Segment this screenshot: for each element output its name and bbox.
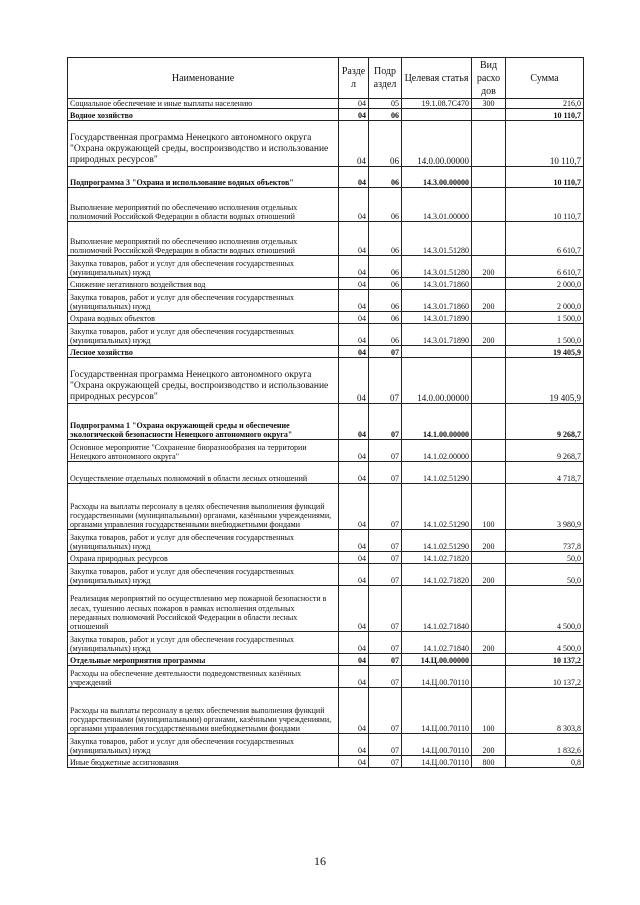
cell-expense-type bbox=[472, 121, 506, 167]
cell-target-item: 19.1.08.7С470 bbox=[402, 99, 472, 109]
cell-expense-type: 100 bbox=[472, 484, 506, 530]
cell-subsection: 07 bbox=[369, 666, 402, 688]
cell-target-item: 14.3.01.51280 bbox=[402, 256, 472, 278]
cell-name: Расходы на выплаты персоналу в целях обеспечения выполнения функций государственными (муниципальными) органами, казёнными учреждениями, органами управления государственными внебюджетными фондами bbox=[68, 484, 339, 530]
cell-section: 04 bbox=[339, 278, 369, 290]
cell-amount: 2 000,0 bbox=[506, 290, 584, 312]
cell-amount: 50,0 bbox=[506, 564, 584, 586]
cell-amount: 737,8 bbox=[506, 530, 584, 552]
cell-amount: 50,0 bbox=[506, 552, 584, 564]
cell-expense-type bbox=[472, 167, 506, 188]
table-row bbox=[68, 290, 584, 312]
cell-subsection: 07 bbox=[369, 530, 402, 552]
cell-name: Закупка товаров, работ и услуг для обеспечения государственных (муниципальных) нужд bbox=[68, 256, 339, 278]
cell-name: Социальное обеспечение и иные выплаты населению bbox=[68, 99, 339, 109]
cell-expense-type: 200 bbox=[472, 632, 506, 654]
cell-amount: 19 405,9 bbox=[506, 358, 584, 404]
header-expense-type: Вид расхо дов bbox=[472, 58, 506, 99]
table-row bbox=[68, 358, 584, 404]
cell-subsection: 07 bbox=[369, 358, 402, 404]
cell-name: Снижение негативного воздействия вод bbox=[68, 278, 339, 290]
cell-section: 04 bbox=[339, 632, 369, 654]
cell-expense-type: 200 bbox=[472, 734, 506, 756]
cell-amount: 1 500,0 bbox=[506, 312, 584, 324]
cell-section: 04 bbox=[339, 462, 369, 484]
cell-amount: 10 137,2 bbox=[506, 666, 584, 688]
cell-target-item: 14.3.01.00000 bbox=[402, 188, 472, 222]
table-row bbox=[68, 121, 584, 167]
cell-subsection: 07 bbox=[369, 462, 402, 484]
cell-target-item: 14.0.00.00000 bbox=[402, 121, 472, 167]
cell-name: Лесное хозяйство bbox=[68, 346, 339, 358]
cell-name: Закупка товаров, работ и услуг для обеспечения государственных (муниципальных) нужд bbox=[68, 290, 339, 312]
cell-subsection: 07 bbox=[369, 688, 402, 734]
cell-section: 04 bbox=[339, 404, 369, 440]
cell-target-item: 14.Ц.00.70110 bbox=[402, 734, 472, 756]
table-row bbox=[68, 734, 584, 756]
table-row bbox=[68, 462, 584, 484]
cell-amount: 10 110,7 bbox=[506, 109, 584, 121]
cell-name: Государственная программа Ненецкого автономного округа "Охрана окружающей среды, воспроизводство и использование природных ресурсов" bbox=[68, 358, 339, 404]
cell-subsection: 07 bbox=[369, 552, 402, 564]
cell-expense-type bbox=[472, 109, 506, 121]
cell-expense-type bbox=[472, 440, 506, 462]
cell-subsection: 06 bbox=[369, 109, 402, 121]
cell-amount: 4 718,7 bbox=[506, 462, 584, 484]
cell-expense-type: 200 bbox=[472, 564, 506, 586]
cell-section: 04 bbox=[339, 167, 369, 188]
cell-target-item: 14.3.01.71890 bbox=[402, 324, 472, 346]
cell-expense-type bbox=[472, 346, 506, 358]
cell-section: 04 bbox=[339, 654, 369, 666]
table-row bbox=[68, 99, 584, 109]
cell-expense-type: 300 bbox=[472, 99, 506, 109]
cell-expense-type: 100 bbox=[472, 688, 506, 734]
cell-expense-type: 200 bbox=[472, 256, 506, 278]
cell-target-item: 14.1.02.00000 bbox=[402, 440, 472, 462]
cell-name: Охрана природных ресурсов bbox=[68, 552, 339, 564]
cell-amount: 3 980,9 bbox=[506, 484, 584, 530]
cell-amount: 19 405,9 bbox=[506, 346, 584, 358]
cell-target-item: 14.3.01.71890 bbox=[402, 312, 472, 324]
cell-expense-type bbox=[472, 404, 506, 440]
cell-subsection: 06 bbox=[369, 222, 402, 256]
cell-subsection: 06 bbox=[369, 290, 402, 312]
cell-name: Закупка товаров, работ и услуг для обеспечения государственных (муниципальных) нужд bbox=[68, 324, 339, 346]
cell-expense-type bbox=[472, 312, 506, 324]
cell-section: 04 bbox=[339, 99, 369, 109]
table-row bbox=[68, 188, 584, 222]
cell-target-item: 14.0.00.00000 bbox=[402, 358, 472, 404]
table-body bbox=[68, 99, 584, 768]
cell-expense-type bbox=[472, 462, 506, 484]
cell-section: 04 bbox=[339, 564, 369, 586]
cell-section: 04 bbox=[339, 552, 369, 564]
cell-name: Подпрограмма 3 "Охрана и использование водных объектов" bbox=[68, 167, 339, 188]
cell-amount: 9 268,7 bbox=[506, 440, 584, 462]
cell-target-item: 14.1.02.71840 bbox=[402, 586, 472, 632]
cell-expense-type bbox=[472, 552, 506, 564]
cell-name: Закупка товаров, работ и услуг для обеспечения государственных (муниципальных) нужд bbox=[68, 530, 339, 552]
cell-subsection: 06 bbox=[369, 256, 402, 278]
cell-subsection: 06 bbox=[369, 167, 402, 188]
cell-subsection: 07 bbox=[369, 440, 402, 462]
cell-section: 04 bbox=[339, 312, 369, 324]
cell-expense-type bbox=[472, 654, 506, 666]
cell-section: 04 bbox=[339, 586, 369, 632]
cell-target-item: 14.1.02.51290 bbox=[402, 484, 472, 530]
cell-section: 04 bbox=[339, 484, 369, 530]
cell-section: 04 bbox=[339, 530, 369, 552]
cell-amount: 1 832,6 bbox=[506, 734, 584, 756]
cell-name: Охрана водных объектов bbox=[68, 312, 339, 324]
cell-subsection: 07 bbox=[369, 734, 402, 756]
cell-section: 04 bbox=[339, 256, 369, 278]
table-row bbox=[68, 530, 584, 552]
budget-table-container bbox=[67, 57, 583, 768]
table-row bbox=[68, 756, 584, 768]
cell-target-item: 14.1.00.00000 bbox=[402, 404, 472, 440]
cell-amount: 9 268,7 bbox=[506, 404, 584, 440]
cell-amount: 2 000,0 bbox=[506, 278, 584, 290]
cell-name: Отдельные мероприятия программы bbox=[68, 654, 339, 666]
cell-expense-type: 200 bbox=[472, 530, 506, 552]
cell-amount: 6 610,7 bbox=[506, 222, 584, 256]
cell-target-item: 14.3.01.71860 bbox=[402, 278, 472, 290]
cell-name: Расходы на обеспечение деятельности подведомственных казённых учреждений bbox=[68, 666, 339, 688]
cell-name: Подпрограмма 1 "Охрана окружающей среды и обеспечение экологической безопасности Ненецкого автономного округа" bbox=[68, 404, 339, 440]
cell-expense-type bbox=[472, 666, 506, 688]
cell-target-item: 14.Ц.00.70110 bbox=[402, 756, 472, 768]
cell-subsection: 07 bbox=[369, 586, 402, 632]
table-row bbox=[68, 222, 584, 256]
cell-name: Осуществление отдельных полномочий в области лесных отношений bbox=[68, 462, 339, 484]
table-row bbox=[68, 552, 584, 564]
cell-subsection: 06 bbox=[369, 121, 402, 167]
cell-target-item: 14.1.02.71820 bbox=[402, 564, 472, 586]
header-name: Наименование bbox=[68, 58, 339, 99]
cell-section: 04 bbox=[339, 188, 369, 222]
cell-subsection: 05 bbox=[369, 99, 402, 109]
cell-subsection: 06 bbox=[369, 278, 402, 290]
cell-target-item: 14.1.02.51290 bbox=[402, 462, 472, 484]
cell-section: 04 bbox=[339, 324, 369, 346]
cell-expense-type bbox=[472, 188, 506, 222]
budget-table bbox=[67, 57, 584, 768]
cell-amount: 10 137,2 bbox=[506, 654, 584, 666]
table-row bbox=[68, 440, 584, 462]
table-header bbox=[68, 58, 584, 99]
cell-section: 04 bbox=[339, 688, 369, 734]
table-row bbox=[68, 654, 584, 666]
table-row bbox=[68, 278, 584, 290]
cell-target-item: 14.Ц.00.70110 bbox=[402, 666, 472, 688]
table-row bbox=[68, 324, 584, 346]
cell-subsection: 07 bbox=[369, 346, 402, 358]
cell-expense-type: 200 bbox=[472, 290, 506, 312]
cell-amount: 4 500,0 bbox=[506, 632, 584, 654]
cell-target-item: 14.Ц.00.70110 bbox=[402, 688, 472, 734]
cell-subsection: 07 bbox=[369, 632, 402, 654]
cell-amount: 8 303,8 bbox=[506, 688, 584, 734]
cell-expense-type: 200 bbox=[472, 324, 506, 346]
cell-section: 04 bbox=[339, 346, 369, 358]
cell-target-item bbox=[402, 109, 472, 121]
cell-amount: 10 110,7 bbox=[506, 121, 584, 167]
table-row bbox=[68, 666, 584, 688]
cell-amount: 6 610,7 bbox=[506, 256, 584, 278]
cell-name: Реализация мероприятий по осуществлению мер пожарной безопасности в лесах, тушению лесных пожаров в рамках исполнения отдельных переданных полномочий Российской Федерации в области лесных отношений bbox=[68, 586, 339, 632]
cell-amount: 4 500,0 bbox=[506, 586, 584, 632]
cell-name: Закупка товаров, работ и услуг для обеспечения государственных (муниципальных) нужд bbox=[68, 632, 339, 654]
cell-name: Выполнение мероприятий по обеспечению исполнения отдельных полномочий Российской Федерации в области водных отношений bbox=[68, 222, 339, 256]
cell-expense-type bbox=[472, 586, 506, 632]
cell-section: 04 bbox=[339, 440, 369, 462]
cell-subsection: 06 bbox=[369, 324, 402, 346]
cell-target-item: 14.1.02.71820 bbox=[402, 552, 472, 564]
cell-subsection: 07 bbox=[369, 484, 402, 530]
page-number: 16 bbox=[314, 854, 326, 868]
cell-target-item: 14.1.02.51290 bbox=[402, 530, 472, 552]
cell-name: Основное мероприятие "Сохранение биоразнообразия на территории Ненецкого автономного округа" bbox=[68, 440, 339, 462]
cell-target-item: 14.3.01.51280 bbox=[402, 222, 472, 256]
table-row bbox=[68, 312, 584, 324]
cell-name: Выполнение мероприятий по обеспечению исполнения отдельных полномочий Российской Федерации в области водных отношений bbox=[68, 188, 339, 222]
cell-expense-type: 800 bbox=[472, 756, 506, 768]
cell-target-item: 14.3.00.00000 bbox=[402, 167, 472, 188]
header-target-item: Целевая статья bbox=[402, 58, 472, 99]
table-row bbox=[68, 632, 584, 654]
header-row bbox=[68, 58, 584, 99]
cell-subsection: 07 bbox=[369, 756, 402, 768]
cell-amount: 216,0 bbox=[506, 99, 584, 109]
cell-section: 04 bbox=[339, 734, 369, 756]
header-subsection: Подр аздел bbox=[369, 58, 402, 99]
cell-section: 04 bbox=[339, 358, 369, 404]
cell-name: Государственная программа Ненецкого автономного округа "Охрана окружающей среды, воспроизводство и использование природных ресурсов" bbox=[68, 121, 339, 167]
cell-name: Расходы на выплаты персоналу в целях обеспечения выполнения функций государственными (муниципальными) органами, казёнными учреждениями, органами управления государственными внебюджетными фондами bbox=[68, 688, 339, 734]
cell-section: 04 bbox=[339, 121, 369, 167]
cell-amount: 10 110,7 bbox=[506, 188, 584, 222]
cell-target-item: 14.Ц.00.00000 bbox=[402, 654, 472, 666]
cell-subsection: 07 bbox=[369, 564, 402, 586]
cell-amount: 0,8 bbox=[506, 756, 584, 768]
cell-section: 04 bbox=[339, 222, 369, 256]
cell-amount: 10 110,7 bbox=[506, 167, 584, 188]
cell-name: Закупка товаров, работ и услуг для обеспечения государственных (муниципальных) нужд bbox=[68, 564, 339, 586]
header-section: Разде л bbox=[339, 58, 369, 99]
table-row bbox=[68, 564, 584, 586]
cell-subsection: 06 bbox=[369, 188, 402, 222]
table-row bbox=[68, 109, 584, 121]
cell-name: Закупка товаров, работ и услуг для обеспечения государственных (муниципальных) нужд bbox=[68, 734, 339, 756]
table-row bbox=[68, 484, 584, 530]
table-row bbox=[68, 256, 584, 278]
cell-amount: 1 500,0 bbox=[506, 324, 584, 346]
table-row bbox=[68, 586, 584, 632]
table-row bbox=[68, 346, 584, 358]
header-amount: Сумма bbox=[506, 58, 584, 99]
cell-section: 04 bbox=[339, 109, 369, 121]
cell-target-item: 14.1.02.71840 bbox=[402, 632, 472, 654]
table-row bbox=[68, 404, 584, 440]
table-row bbox=[68, 688, 584, 734]
cell-subsection: 06 bbox=[369, 312, 402, 324]
cell-section: 04 bbox=[339, 666, 369, 688]
cell-target-item bbox=[402, 346, 472, 358]
cell-target-item: 14.3.01.71860 bbox=[402, 290, 472, 312]
cell-subsection: 07 bbox=[369, 404, 402, 440]
cell-expense-type bbox=[472, 222, 506, 256]
cell-expense-type bbox=[472, 358, 506, 404]
cell-name: Водное хозяйство bbox=[68, 109, 339, 121]
cell-expense-type bbox=[472, 278, 506, 290]
cell-name: Иные бюджетные ассигнования bbox=[68, 756, 339, 768]
cell-subsection: 07 bbox=[369, 654, 402, 666]
table-row bbox=[68, 167, 584, 188]
cell-section: 04 bbox=[339, 290, 369, 312]
cell-section: 04 bbox=[339, 756, 369, 768]
